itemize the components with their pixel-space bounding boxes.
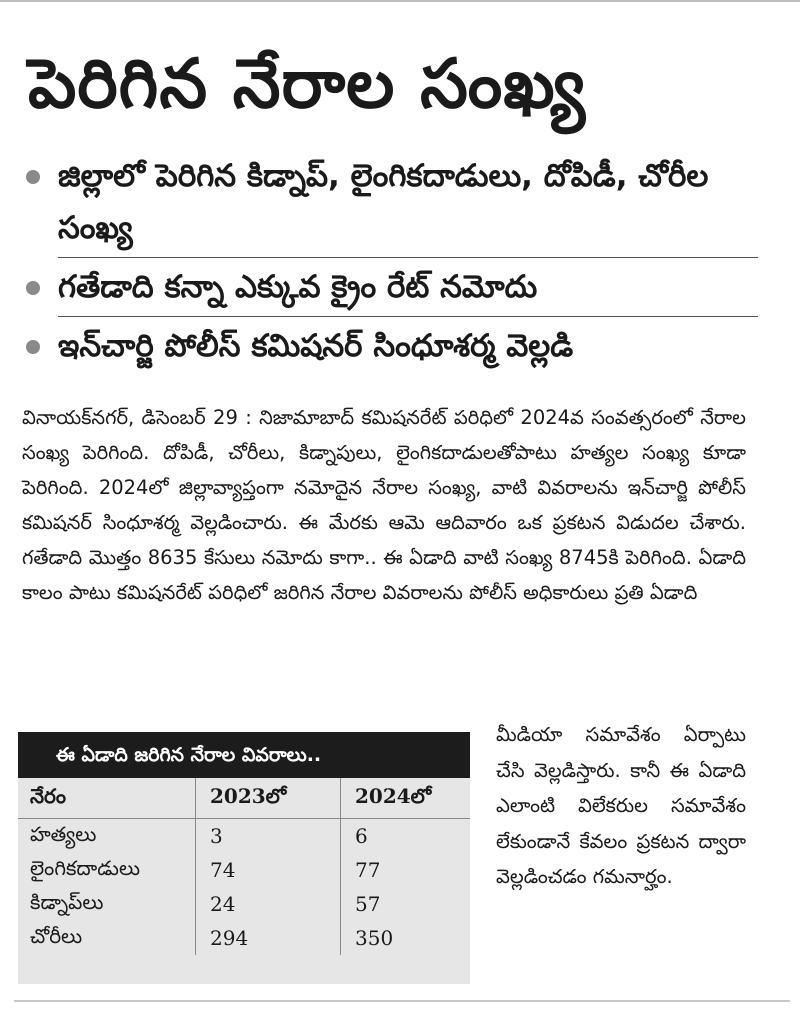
header-2024: 2024లో xyxy=(341,778,471,819)
table-row xyxy=(18,887,470,921)
crime-name: చోరీలు xyxy=(18,921,196,955)
stats-grid xyxy=(18,778,470,955)
bullet-list xyxy=(14,150,774,372)
bullet-dot-icon xyxy=(26,170,40,184)
header-2023: 2023లో xyxy=(196,778,341,819)
value-2024: 6 xyxy=(355,824,368,848)
bullet-dot-icon xyxy=(26,340,40,354)
value-2023: 24 xyxy=(196,887,341,921)
article-body: వినాయక్‌నగర్, డిసెంబర్ 29 : నిజామాబాద్ కమిషనరేట్ పరిధిలో 2024వ సంవత్సరంలో నేరాల సంఖ్య పెరిగింది. దోపిడీ, చోరీలు, కిడ్నాపులు, లైంగికదాడులతోపాటు హత్యల సంఖ్య కూడా పెరిగింది. 2024లో జిల్లావ్యాప్తంగా నమోదైన నేరాల సంఖ్య, వాటి వివరాలను ఇన్‌చార్జి పోలీస్ కమిషనర్ సింధూశర్మ వెల్లడించారు. ఈ మేరకు ఆమె ఆదివారం ఒక ప్రకటన విడుదల చేశారు. గతేడాది మొత్తం 8635 కేసులు నమోదు కాగా.. ఈ ఏడాది వాటి సంఖ్య 8745కి పెరిగింది. ఏడాది కాలం పాటు కమిషనరేట్ పరిధిలో జరిగిన నేరాల వివరాలను పోలీస్ అధికారులు ప్రతి ఏడాది xyxy=(22,406,746,604)
table-row xyxy=(18,853,470,887)
crime-name: లైంగికదాడులు xyxy=(18,853,196,887)
bullet-item xyxy=(14,261,774,313)
crime-name: కిడ్నాప్‌లు xyxy=(18,887,196,921)
bottom-rule xyxy=(14,1000,790,1002)
table-header-row xyxy=(18,778,470,819)
headline: పెరిగిన నేరాల సంఖ్య xyxy=(28,45,587,124)
crime-name: హత్యలు xyxy=(18,819,196,854)
bullet-divider xyxy=(58,257,758,258)
bullet-text: ఇన్‌చార్జి పోలీస్ కమిషనర్ సింధూశర్మ వెల్లడి xyxy=(58,328,574,364)
bullet-text: గతేడాది కన్నా ఎక్కువ క్రైం రేట్ నమోదు xyxy=(58,269,538,305)
value-2023: 74 xyxy=(196,853,341,887)
value-2023: 3 xyxy=(196,819,341,854)
bullet-dot-icon xyxy=(26,281,40,295)
table-row xyxy=(18,921,470,955)
article-body-continued: మీడియా సమావేశం ఏర్పాటు చేసి వెల్లడిస్తారు. కానీ ఈ ఏడాది ఎలాంటి విలేకరుల సమావేశం లేకుండానే కేవలం ప్రకటన ద్వారా వెల్లడించడం గమనార్హం. xyxy=(496,723,746,888)
value-2023: 294 xyxy=(196,921,341,955)
bullet-divider xyxy=(58,316,758,317)
bullet-item xyxy=(14,320,774,372)
value-2024: 77 xyxy=(355,858,381,882)
header-crime: నేరం xyxy=(18,778,196,819)
bullet-text: జిల్లాలో పెరిగిన కిడ్నాప్, లైంగికదాడులు, దోపిడీ, చోరీల సంఖ్య xyxy=(58,158,709,246)
crime-stats-table xyxy=(18,732,470,984)
value-2024: 57 xyxy=(355,892,381,916)
table-title: ఈ ఏడాది జరిగిన నేరాల వివరాలు.. xyxy=(18,732,470,778)
value-2024: 350 xyxy=(355,926,394,950)
bullet-item xyxy=(14,150,774,254)
top-rule xyxy=(0,0,800,2)
table-row xyxy=(18,819,470,854)
